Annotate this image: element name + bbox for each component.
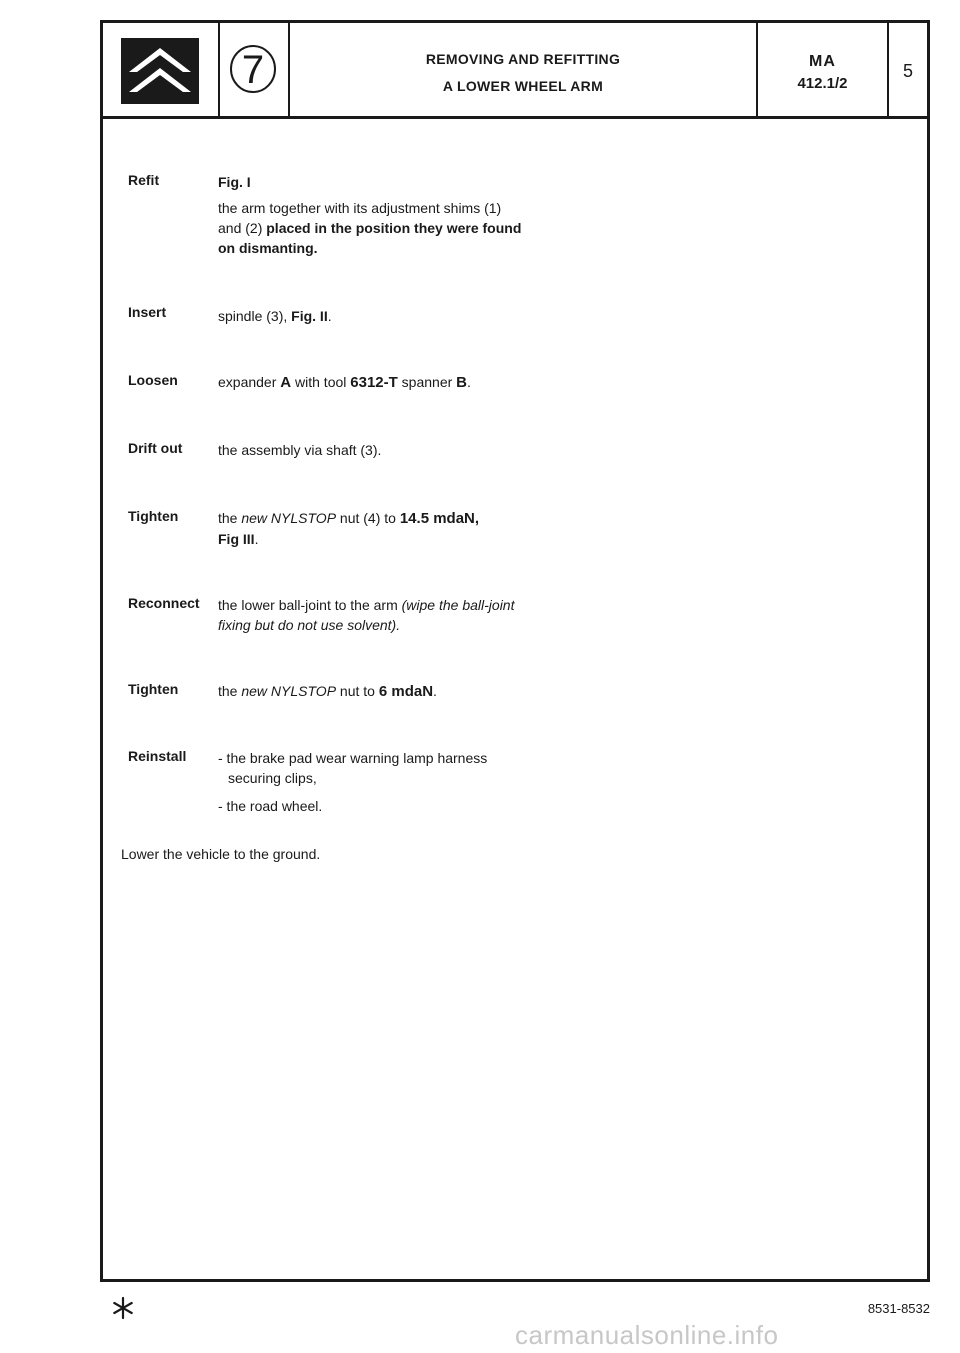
operation-code-number: 412.1/2 [797,75,848,92]
step-verb: Drift out [128,440,183,456]
step-text: the arm together with its adjustment shims (1) and (2) [218,200,502,236]
figure-reference: Fig III [218,531,255,547]
title-line-2: A LOWER WHEEL ARM [442,78,604,94]
page-number: 5 [902,61,913,81]
torque-value: 14.5 mdaN, [399,510,480,527]
list-item: - the road wheel. [218,798,323,814]
figure-reference: Fig. I [218,174,251,190]
step-description [218,508,528,549]
step-description [218,372,528,393]
step-description [218,748,528,816]
part-label: A [280,374,292,391]
step-verb: Insert [128,304,167,320]
part-name: new NYLSTOP [241,683,337,699]
step-verb: Tighten [128,508,179,524]
operation-code-prefix: MA [809,53,836,70]
operation-code-cell [758,23,889,116]
brand-logo-cell [103,23,220,116]
step-description [218,681,528,702]
title-cell [290,23,758,116]
step-description [218,306,528,326]
step-text: . [254,531,259,547]
step-verb: Reconnect [128,595,200,611]
list-item: - the brake pad wear warning lamp harness [218,750,488,766]
step-text: . [467,374,471,390]
torque-value: 6 mdaN [378,683,434,700]
step-text: nut to [336,683,379,699]
step-text: . [327,308,332,324]
chapter-number: 7 [241,48,265,92]
step-text: with tool [291,374,351,390]
step-text: the [218,510,242,526]
tool-number: 6312-T [350,374,398,391]
part-label: B [456,374,468,391]
double-chevron-icon [121,38,199,104]
brand-logo [121,38,199,104]
step-verb: Tighten [128,681,179,697]
watermark: carmanualsonline.info [515,1320,779,1350]
step-text: expander [218,374,281,390]
final-instruction: Lower the vehicle to the ground. [121,846,321,862]
step-text: . [433,683,437,699]
step-verb: Reinstall [128,748,187,764]
figure-reference: Fig. II [291,308,328,324]
part-name: new NYLSTOP [241,510,337,526]
step-text: spanner [397,374,457,390]
step-description [218,440,528,460]
chapter-circle-icon [228,37,278,101]
step-text: spindle (3), [218,308,292,324]
page-header [103,23,927,119]
asterisk-icon [111,1296,135,1320]
step-text: the lower ball-joint to the arm [218,597,402,613]
chapter-cell [220,23,290,116]
step-verb: Loosen [128,372,178,388]
list-item-continuation: securing clips, [228,770,317,786]
step-text: nut (4) to [336,510,400,526]
step-text: the assembly via shaft (3). [218,442,382,458]
step-verb: Refit [128,172,160,188]
step-note: (wipe the ball-joint fixing but do not use solvent). [218,597,515,633]
step-text: the [218,683,242,699]
step-emphasis: placed in the position they were found on dismanting. [218,220,522,256]
title-line-1: REMOVING AND REFITTING [425,51,621,67]
step-description [218,595,528,635]
page-number-cell [889,23,927,116]
step-description [218,172,528,258]
document-number: 8531-8532 [867,1301,930,1316]
